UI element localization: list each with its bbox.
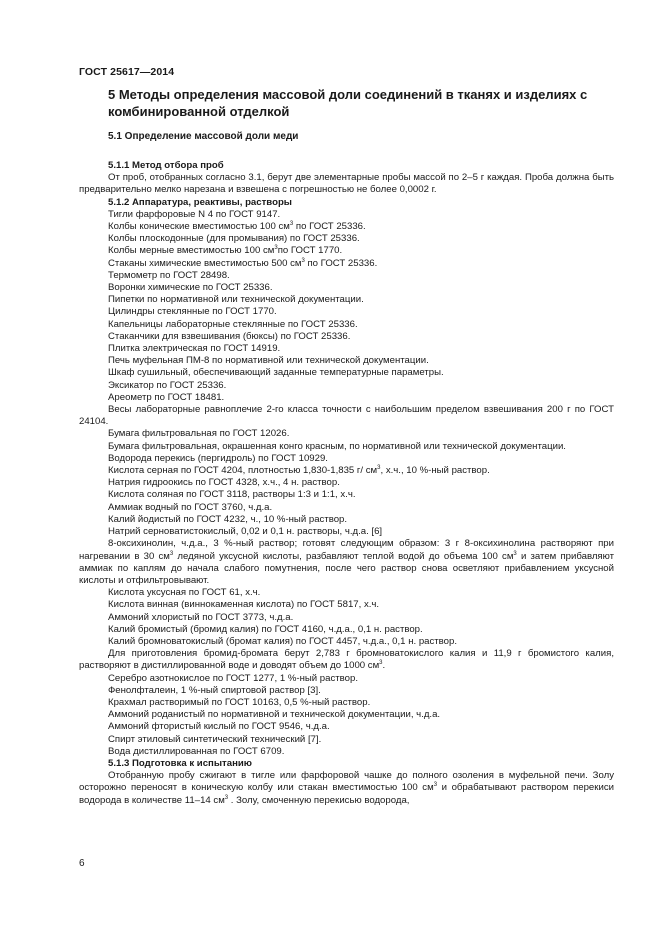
paragraph: Колбы мерные вместимостью 100 $см^3по$ ГОСТ 1770. [108,245,343,257]
paragraph: Аммиак водный по ГОСТ 3760, ч.д.а. [108,501,273,513]
paragraph: Стаканы химические вместимостью 500 $см^3$ по ГОСТ 25336. [108,257,378,269]
page-number: 6 [79,858,85,869]
paragraph: Эксикатор по ГОСТ 25336. [108,379,227,391]
paragraph: Цилиндры стеклянные по ГОСТ 1770. [108,306,277,318]
paragraph: Крахмал растворимый по ГОСТ 10163, 0,5 %-ный раствор. [108,696,371,708]
clause-heading: 5.1.2 Аппаратура, реактивы, растворы [108,196,292,208]
paragraph: Фенолфталеин, 1 %-ный спиртовой раствор [3]. [108,684,321,696]
paragraph: От проб, отобранных согласно 3.1, берут две элементарные пробы массой по 2–5 г каждая. Проба должна быть предварительно мелко нарезана и взвешена с погрешностью не более 0,0002 г. [79,172,614,196]
paragraph: Отобранную пробу сжигают в тигле или фарфоровой чашке до полного озоления в муфельной печи. Золу осторожно переносят в коническую колбу или стакан вместимостью 100 $см^3$ и обрабатывают раствором перекиси водорода в количестве 11–14 $см^3$ . Золу, смоченную перекисью водорода, [79,770,614,806]
paragraph: Термометр по ГОСТ 28498. [108,269,230,281]
paragraph: Воронки химические по ГОСТ 25336. [108,282,273,294]
paragraph: Вода дистиллированная по ГОСТ 6709. [108,745,285,757]
paragraph: Плитка электрическая по ГОСТ 14919. [108,343,281,355]
paragraph: Кислота серная по ГОСТ 4204, плотностью 1,830-1,835 г/ $см^3$, х.ч., 10 %-ный раствор. [108,465,490,477]
clause-heading: 5.1.1 Метод отбора проб [108,160,224,171]
paragraph: Калий бромноватокислый (бромат калия) по ГОСТ 4457, ч.д.а., 0,1 н. раствор. [108,635,458,647]
subsection-title: 5.1 Определение массовой доли меди [108,131,299,142]
paragraph: Пипетки по нормативной или технической документации. [108,294,364,306]
paragraph: Кислота соляная по ГОСТ 3118, растворы 1:3 и 1:1, х.ч. [108,489,356,501]
paragraph: 8-оксихинолин, ч.д.а., 3 %-ный раствор; готовят следующим образом: 3 г 8-оксихинолина растворяют при нагревании в 30 $см^3$ ледяной уксусной кислоты, разбавляют теплой водой до объема 100 $см^3$ и затем прибавляют аммиак по каплям до начала слабого помутнения, после чего раствор снова осветляют прибавлением уксусной кислоты и отфильтровывают. [79,538,614,586]
paragraph: Водорода перекись (пергидроль) по ГОСТ 10929. [108,452,328,464]
paragraph: Аммоний хлористый по ГОСТ 3773, ч.д.а. [108,611,294,623]
paragraph: Капельницы лабораторные стеклянные по ГОСТ 25336. [108,318,358,330]
paragraph: Бумага фильтровальная, окрашенная конго красным, по нормативной или технической документации. [108,440,566,452]
paragraph: Тигли фарфоровые N 4 по ГОСТ 9147. [108,208,281,220]
paragraph: Для приготовления бромид-бромата берут 2,783 г бромноватокислого калия и 11,9 г бромистого калия, растворяют в дистиллированной воде и доводят объем до 1000 $см^3$. [79,648,614,672]
paragraph: Печь муфельная ПМ-8 по нормативной или технической документации. [108,355,429,367]
document-body [79,155,614,807]
paragraph: Шкаф сушильный, обеспечивающий заданные температурные параметры. [108,367,444,379]
paragraph: Серебро азотнокислое по ГОСТ 1277, 1 %-ный раствор. [108,672,358,684]
paragraph: Ареометр по ГОСТ 18481. [108,391,225,403]
paragraph: Бумага фильтровальная по ГОСТ 12026. [108,428,290,440]
clause-heading: 5.1.3 Подготовка к испытанию [108,757,252,769]
paragraph: Калий бромистый (бромид калия) по ГОСТ 4160, ч.д.а., 0,1 н. раствор. [108,623,423,635]
paragraph: Спирт этиловый синтетический технический [7]. [108,733,322,745]
paragraph: Натрия гидроокись по ГОСТ 4328, х.ч., 4 н. раствор. [108,477,340,489]
section-title: 5 Методы определения массовой доли соединений в тканях и изделиях с комбинированной отделкой [108,87,588,119]
paragraph: Кислота винная (виннокаменная кислота) по ГОСТ 5817, х.ч. [108,599,380,611]
paragraph: Калий йодистый по ГОСТ 4232, ч., 10 %-ный раствор. [108,513,348,525]
paragraph: Колбы плоскодонные (для промывания) по ГОСТ 25336. [108,233,360,245]
paragraph: Натрий серноватистокислый, 0,02 и 0,1 н. растворы, ч.д.а. [6] [108,526,383,538]
paragraph: Аммоний фтористый кислый по ГОСТ 9546, ч.д.а. [108,721,330,733]
paragraph: Аммоний роданистый по нормативной и технической документации, ч.д.а. [108,709,441,721]
paragraph: Весы лабораторные равноплечие 2-го класса точности с наибольшим пределом взвешивания 200 г по ГОСТ 24104. [79,404,614,428]
paragraph: Кислота уксусная по ГОСТ 61, х.ч. [108,587,261,599]
paragraph: Стаканчики для взвешивания (бюксы) по ГОСТ 25336. [108,330,351,342]
paragraph: Колбы конические вместимостью 100 $см^3$ по ГОСТ 25336. [108,221,366,233]
document-header: ГОСТ 25617—2014 [79,66,175,78]
